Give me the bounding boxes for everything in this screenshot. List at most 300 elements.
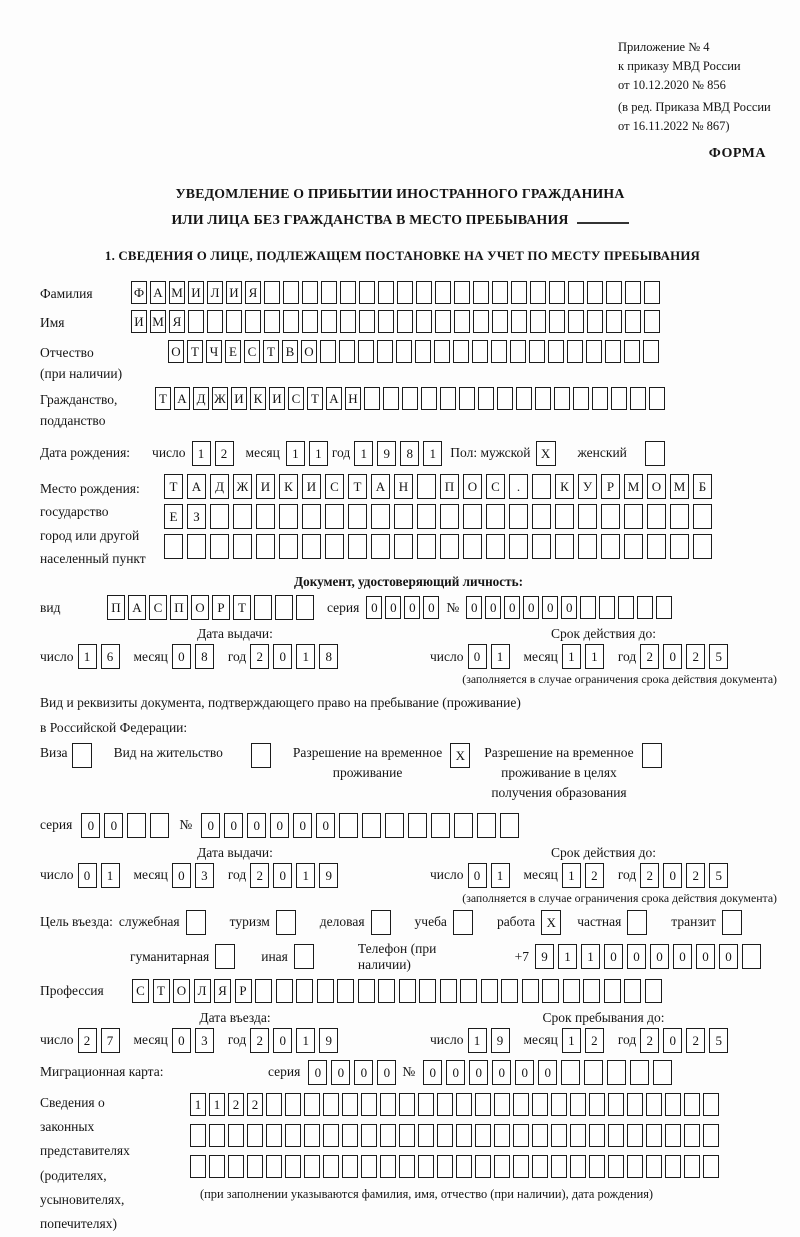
char-box[interactable]: С — [244, 340, 260, 363]
char-box[interactable] — [209, 1124, 225, 1147]
char-box[interactable] — [532, 534, 551, 559]
char-box[interactable] — [644, 310, 660, 333]
char-box[interactable] — [264, 310, 280, 333]
char-box[interactable]: 0 — [650, 944, 669, 969]
char-box[interactable] — [302, 534, 321, 559]
char-box[interactable] — [473, 310, 489, 333]
purpose-business-checkbox[interactable] — [371, 910, 391, 935]
char-box[interactable]: Р — [235, 979, 252, 1003]
char-box[interactable]: 1 — [562, 1028, 581, 1053]
char-box[interactable] — [618, 596, 634, 619]
char-box[interactable]: 1 — [423, 441, 442, 466]
char-box[interactable] — [606, 281, 622, 304]
char-box[interactable]: С — [288, 387, 304, 410]
char-box[interactable]: Д — [210, 474, 229, 499]
char-box[interactable] — [362, 813, 381, 838]
char-box[interactable]: 1 — [286, 441, 305, 466]
char-box[interactable] — [190, 1124, 206, 1147]
char-box[interactable]: А — [128, 595, 146, 620]
char-box[interactable] — [342, 1155, 358, 1178]
char-box[interactable] — [228, 1155, 244, 1178]
char-box[interactable]: Я — [245, 281, 261, 304]
char-box[interactable] — [583, 979, 600, 1003]
char-box[interactable] — [323, 1155, 339, 1178]
stay-year[interactable] — [640, 1028, 732, 1053]
char-box[interactable] — [394, 504, 413, 529]
char-box[interactable] — [513, 1155, 529, 1178]
char-box[interactable] — [394, 534, 413, 559]
char-box[interactable] — [453, 910, 473, 935]
char-box[interactable] — [481, 979, 498, 1003]
char-box[interactable] — [371, 534, 390, 559]
char-box[interactable]: И — [231, 387, 247, 410]
char-box[interactable] — [348, 504, 367, 529]
rvp-education-checkbox[interactable] — [642, 743, 662, 768]
char-box[interactable] — [453, 340, 469, 363]
char-box[interactable] — [364, 387, 380, 410]
char-box[interactable]: К — [250, 387, 266, 410]
birth-month-boxes[interactable] — [286, 441, 332, 466]
char-box[interactable]: 1 — [296, 1028, 315, 1053]
char-box[interactable] — [251, 743, 271, 768]
char-box[interactable] — [646, 1155, 662, 1178]
char-box[interactable] — [532, 1155, 548, 1178]
res-expiry-month[interactable] — [562, 863, 608, 888]
char-box[interactable] — [625, 281, 641, 304]
char-box[interactable]: П — [440, 474, 459, 499]
migration-series-boxes[interactable] — [308, 1060, 400, 1085]
char-box[interactable]: Я — [169, 310, 185, 333]
char-box[interactable] — [548, 340, 564, 363]
char-box[interactable] — [190, 1155, 206, 1178]
char-box[interactable] — [164, 534, 183, 559]
char-box[interactable] — [256, 534, 275, 559]
char-box[interactable] — [323, 1124, 339, 1147]
id-expiry-year[interactable] — [640, 644, 732, 669]
char-box[interactable] — [266, 1124, 282, 1147]
char-box[interactable]: С — [325, 474, 344, 499]
char-box[interactable] — [589, 1093, 605, 1116]
char-box[interactable] — [371, 910, 391, 935]
char-box[interactable] — [437, 1155, 453, 1178]
char-box[interactable] — [435, 281, 451, 304]
stay-day[interactable] — [468, 1028, 514, 1053]
birth-year-boxes[interactable] — [354, 441, 446, 466]
char-box[interactable] — [348, 534, 367, 559]
char-box[interactable]: 2 — [247, 1093, 263, 1116]
id-issue-day[interactable] — [78, 644, 124, 669]
char-box[interactable]: Б — [693, 474, 712, 499]
char-box[interactable] — [276, 979, 293, 1003]
surname-boxes[interactable] — [131, 281, 663, 304]
char-box[interactable] — [492, 281, 508, 304]
res-expiry-year[interactable] — [640, 863, 732, 888]
char-box[interactable]: Ж — [212, 387, 228, 410]
char-box[interactable] — [377, 340, 393, 363]
char-box[interactable]: О — [301, 340, 317, 363]
char-box[interactable]: . — [509, 474, 528, 499]
char-box[interactable] — [647, 504, 666, 529]
representatives-boxes-row2[interactable] — [190, 1124, 722, 1147]
char-box[interactable]: 8 — [319, 644, 338, 669]
char-box[interactable] — [665, 1093, 681, 1116]
char-box[interactable]: А — [150, 281, 166, 304]
char-box[interactable] — [210, 534, 229, 559]
char-box[interactable] — [642, 743, 662, 768]
char-box[interactable]: 2 — [228, 1093, 244, 1116]
char-box[interactable] — [399, 1093, 415, 1116]
char-box[interactable]: К — [279, 474, 298, 499]
char-box[interactable]: 2 — [640, 644, 659, 669]
char-box[interactable]: 0 — [308, 1060, 327, 1085]
char-box[interactable]: Т — [263, 340, 279, 363]
char-box[interactable] — [210, 504, 229, 529]
char-box[interactable] — [342, 1093, 358, 1116]
char-box[interactable] — [646, 1093, 662, 1116]
char-box[interactable]: X — [536, 441, 556, 466]
char-box[interactable]: 0 — [423, 1060, 442, 1085]
char-box[interactable]: 0 — [385, 596, 401, 619]
char-box[interactable]: 0 — [719, 944, 738, 969]
char-box[interactable] — [608, 1093, 624, 1116]
char-box[interactable] — [551, 1124, 567, 1147]
char-box[interactable]: 0 — [663, 863, 682, 888]
char-box[interactable] — [72, 743, 92, 768]
char-box[interactable] — [418, 1124, 434, 1147]
char-box[interactable] — [325, 534, 344, 559]
char-box[interactable] — [592, 387, 608, 410]
char-box[interactable] — [440, 504, 459, 529]
char-box[interactable]: 0 — [377, 1060, 396, 1085]
char-box[interactable]: М — [670, 474, 689, 499]
char-box[interactable] — [245, 310, 261, 333]
char-box[interactable] — [607, 1060, 626, 1085]
id-expiry-day[interactable] — [468, 644, 514, 669]
char-box[interactable]: Л — [194, 979, 211, 1003]
char-box[interactable] — [646, 1124, 662, 1147]
char-box[interactable] — [302, 310, 318, 333]
char-box[interactable] — [511, 281, 527, 304]
birthplace-boxes-row2[interactable] — [164, 504, 716, 529]
char-box[interactable]: О — [168, 340, 184, 363]
char-box[interactable] — [417, 534, 436, 559]
char-box[interactable] — [361, 1093, 377, 1116]
char-box[interactable] — [440, 979, 457, 1003]
purpose-private-checkbox[interactable] — [627, 910, 647, 935]
char-box[interactable] — [568, 310, 584, 333]
char-box[interactable] — [304, 1093, 320, 1116]
char-box[interactable]: Т — [153, 979, 170, 1003]
res-expiry-day[interactable] — [468, 863, 514, 888]
char-box[interactable]: 0 — [561, 596, 577, 619]
char-box[interactable] — [325, 504, 344, 529]
char-box[interactable]: Р — [601, 474, 620, 499]
char-box[interactable] — [516, 387, 532, 410]
id-expiry-month[interactable] — [562, 644, 608, 669]
char-box[interactable] — [127, 813, 146, 838]
purpose-work-checkbox[interactable] — [541, 910, 561, 935]
char-box[interactable] — [606, 310, 622, 333]
char-box[interactable] — [317, 979, 334, 1003]
char-box[interactable]: 0 — [316, 813, 335, 838]
char-box[interactable] — [703, 1155, 719, 1178]
char-box[interactable]: Д — [193, 387, 209, 410]
birthplace-boxes-row1[interactable] — [164, 474, 716, 499]
char-box[interactable] — [247, 1124, 263, 1147]
id-series-boxes[interactable] — [366, 596, 442, 619]
char-box[interactable]: 0 — [104, 813, 123, 838]
char-box[interactable]: 1 — [296, 863, 315, 888]
char-box[interactable] — [302, 504, 321, 529]
char-box[interactable]: 2 — [585, 863, 604, 888]
id-number-boxes[interactable] — [466, 596, 675, 619]
char-box[interactable] — [584, 1060, 603, 1085]
char-box[interactable] — [477, 813, 496, 838]
res-issue-month[interactable] — [172, 863, 218, 888]
char-box[interactable] — [380, 1155, 396, 1178]
char-box[interactable] — [275, 595, 293, 620]
representatives-boxes-row3[interactable] — [190, 1155, 722, 1178]
char-box[interactable]: 0 — [468, 863, 487, 888]
char-box[interactable] — [561, 1060, 580, 1085]
entry-day[interactable] — [78, 1028, 124, 1053]
patronymic-boxes[interactable] — [168, 340, 662, 363]
char-box[interactable] — [589, 1155, 605, 1178]
char-box[interactable]: 1 — [558, 944, 577, 969]
char-box[interactable]: 2 — [78, 1028, 97, 1053]
char-box[interactable] — [532, 504, 551, 529]
char-box[interactable] — [684, 1124, 700, 1147]
entry-year[interactable] — [250, 1028, 342, 1053]
char-box[interactable] — [378, 310, 394, 333]
char-box[interactable] — [608, 1155, 624, 1178]
char-box[interactable] — [605, 340, 621, 363]
char-box[interactable] — [283, 281, 299, 304]
char-box[interactable] — [337, 979, 354, 1003]
char-box[interactable] — [294, 944, 314, 969]
char-box[interactable]: С — [149, 595, 167, 620]
char-box[interactable] — [431, 813, 450, 838]
char-box[interactable] — [256, 504, 275, 529]
char-box[interactable] — [361, 1155, 377, 1178]
char-box[interactable] — [551, 1155, 567, 1178]
char-box[interactable]: А — [326, 387, 342, 410]
char-box[interactable] — [601, 534, 620, 559]
char-box[interactable]: 0 — [273, 1028, 292, 1053]
char-box[interactable]: 0 — [538, 1060, 557, 1085]
char-box[interactable] — [570, 1093, 586, 1116]
sex-female-checkbox[interactable] — [645, 441, 665, 466]
char-box[interactable] — [624, 979, 641, 1003]
char-box[interactable] — [475, 1093, 491, 1116]
representatives-boxes-row1[interactable] — [190, 1093, 722, 1116]
char-box[interactable] — [378, 281, 394, 304]
char-box[interactable]: 0 — [404, 596, 420, 619]
char-box[interactable] — [285, 1124, 301, 1147]
char-box[interactable] — [693, 534, 712, 559]
char-box[interactable] — [630, 1060, 649, 1085]
char-box[interactable]: 1 — [354, 441, 373, 466]
char-box[interactable]: 0 — [247, 813, 266, 838]
char-box[interactable]: 0 — [172, 644, 191, 669]
char-box[interactable] — [266, 1155, 282, 1178]
char-box[interactable] — [254, 595, 272, 620]
char-box[interactable]: В — [282, 340, 298, 363]
char-box[interactable] — [627, 1093, 643, 1116]
char-box[interactable]: Т — [307, 387, 323, 410]
char-box[interactable]: 8 — [195, 644, 214, 669]
char-box[interactable] — [599, 596, 615, 619]
char-box[interactable] — [494, 1093, 510, 1116]
char-box[interactable]: 0 — [273, 644, 292, 669]
char-box[interactable] — [340, 281, 356, 304]
char-box[interactable] — [302, 281, 318, 304]
char-box[interactable] — [416, 281, 432, 304]
char-box[interactable] — [463, 504, 482, 529]
char-box[interactable] — [511, 310, 527, 333]
given-name-boxes[interactable] — [131, 310, 663, 333]
purpose-humanitarian-checkbox[interactable] — [215, 944, 235, 969]
char-box[interactable] — [383, 387, 399, 410]
char-box[interactable] — [396, 340, 412, 363]
migration-number-boxes[interactable] — [423, 1060, 676, 1085]
char-box[interactable]: 5 — [709, 863, 728, 888]
char-box[interactable]: Е — [225, 340, 241, 363]
char-box[interactable]: О — [647, 474, 666, 499]
char-box[interactable] — [418, 1093, 434, 1116]
char-box[interactable] — [530, 310, 546, 333]
char-box[interactable] — [665, 1124, 681, 1147]
purpose-tourism-checkbox[interactable] — [276, 910, 296, 935]
purpose-study-checkbox[interactable] — [453, 910, 473, 935]
char-box[interactable] — [549, 281, 565, 304]
char-box[interactable]: 0 — [172, 863, 191, 888]
char-box[interactable] — [570, 1124, 586, 1147]
birth-day-boxes[interactable] — [192, 441, 238, 466]
char-box[interactable]: 2 — [640, 1028, 659, 1053]
char-box[interactable]: 2 — [686, 863, 705, 888]
char-box[interactable] — [587, 310, 603, 333]
char-box[interactable]: 1 — [101, 863, 120, 888]
char-box[interactable] — [627, 1124, 643, 1147]
char-box[interactable] — [339, 813, 358, 838]
char-box[interactable]: 0 — [201, 813, 220, 838]
char-box[interactable] — [497, 387, 513, 410]
char-box[interactable] — [549, 310, 565, 333]
char-box[interactable] — [296, 595, 314, 620]
char-box[interactable]: X — [450, 743, 470, 768]
sex-male-checkbox[interactable] — [536, 441, 556, 466]
char-box[interactable]: 0 — [696, 944, 715, 969]
char-box[interactable]: 9 — [319, 863, 338, 888]
purpose-other-checkbox[interactable] — [294, 944, 314, 969]
char-box[interactable]: 0 — [604, 944, 623, 969]
char-box[interactable] — [693, 504, 712, 529]
char-box[interactable]: А — [371, 474, 390, 499]
char-box[interactable] — [437, 1124, 453, 1147]
char-box[interactable] — [187, 534, 206, 559]
char-box[interactable] — [486, 534, 505, 559]
char-box[interactable] — [522, 979, 539, 1003]
char-box[interactable] — [279, 504, 298, 529]
char-box[interactable] — [233, 534, 252, 559]
char-box[interactable] — [339, 340, 355, 363]
char-box[interactable]: И — [131, 310, 147, 333]
char-box[interactable] — [563, 979, 580, 1003]
char-box[interactable]: 0 — [515, 1060, 534, 1085]
char-box[interactable] — [323, 1093, 339, 1116]
char-box[interactable] — [473, 281, 489, 304]
char-box[interactable]: 1 — [585, 644, 604, 669]
char-box[interactable]: 1 — [192, 441, 211, 466]
char-box[interactable] — [637, 596, 653, 619]
char-box[interactable] — [501, 979, 518, 1003]
char-box[interactable] — [440, 534, 459, 559]
char-box[interactable] — [509, 534, 528, 559]
char-box[interactable] — [304, 1155, 320, 1178]
purpose-official-checkbox[interactable] — [186, 910, 206, 935]
char-box[interactable]: 0 — [273, 863, 292, 888]
char-box[interactable] — [494, 1124, 510, 1147]
char-box[interactable]: 2 — [686, 1028, 705, 1053]
char-box[interactable] — [460, 979, 477, 1003]
char-box[interactable]: Ф — [131, 281, 147, 304]
char-box[interactable] — [454, 813, 473, 838]
char-box[interactable] — [399, 979, 416, 1003]
char-box[interactable] — [188, 310, 204, 333]
char-box[interactable]: И — [226, 281, 242, 304]
char-box[interactable] — [440, 387, 456, 410]
char-box[interactable] — [226, 310, 242, 333]
char-box[interactable]: 0 — [331, 1060, 350, 1085]
char-box[interactable] — [385, 813, 404, 838]
char-box[interactable] — [359, 310, 375, 333]
char-box[interactable] — [397, 310, 413, 333]
char-box[interactable] — [296, 979, 313, 1003]
char-box[interactable]: 0 — [270, 813, 289, 838]
char-box[interactable] — [645, 441, 665, 466]
char-box[interactable]: Н — [394, 474, 413, 499]
char-box[interactable] — [653, 1060, 672, 1085]
char-box[interactable] — [321, 281, 337, 304]
char-box[interactable] — [643, 340, 659, 363]
char-box[interactable]: 0 — [542, 596, 558, 619]
char-box[interactable]: 6 — [101, 644, 120, 669]
char-box[interactable] — [580, 596, 596, 619]
char-box[interactable] — [624, 504, 643, 529]
char-box[interactable] — [604, 979, 621, 1003]
char-box[interactable] — [492, 310, 508, 333]
char-box[interactable]: 0 — [663, 644, 682, 669]
char-box[interactable] — [742, 944, 761, 969]
char-box[interactable] — [285, 1155, 301, 1178]
char-box[interactable]: 1 — [562, 644, 581, 669]
char-box[interactable] — [207, 310, 223, 333]
char-box[interactable]: М — [150, 310, 166, 333]
char-box[interactable] — [532, 1124, 548, 1147]
char-box[interactable]: 0 — [468, 644, 487, 669]
char-box[interactable] — [684, 1093, 700, 1116]
char-box[interactable] — [285, 1093, 301, 1116]
char-box[interactable] — [456, 1124, 472, 1147]
char-box[interactable]: 1 — [562, 863, 581, 888]
char-box[interactable]: Т — [155, 387, 171, 410]
char-box[interactable] — [551, 1093, 567, 1116]
char-box[interactable] — [670, 504, 689, 529]
char-box[interactable] — [573, 387, 589, 410]
char-box[interactable]: П — [170, 595, 188, 620]
char-box[interactable]: 1 — [190, 1093, 206, 1116]
